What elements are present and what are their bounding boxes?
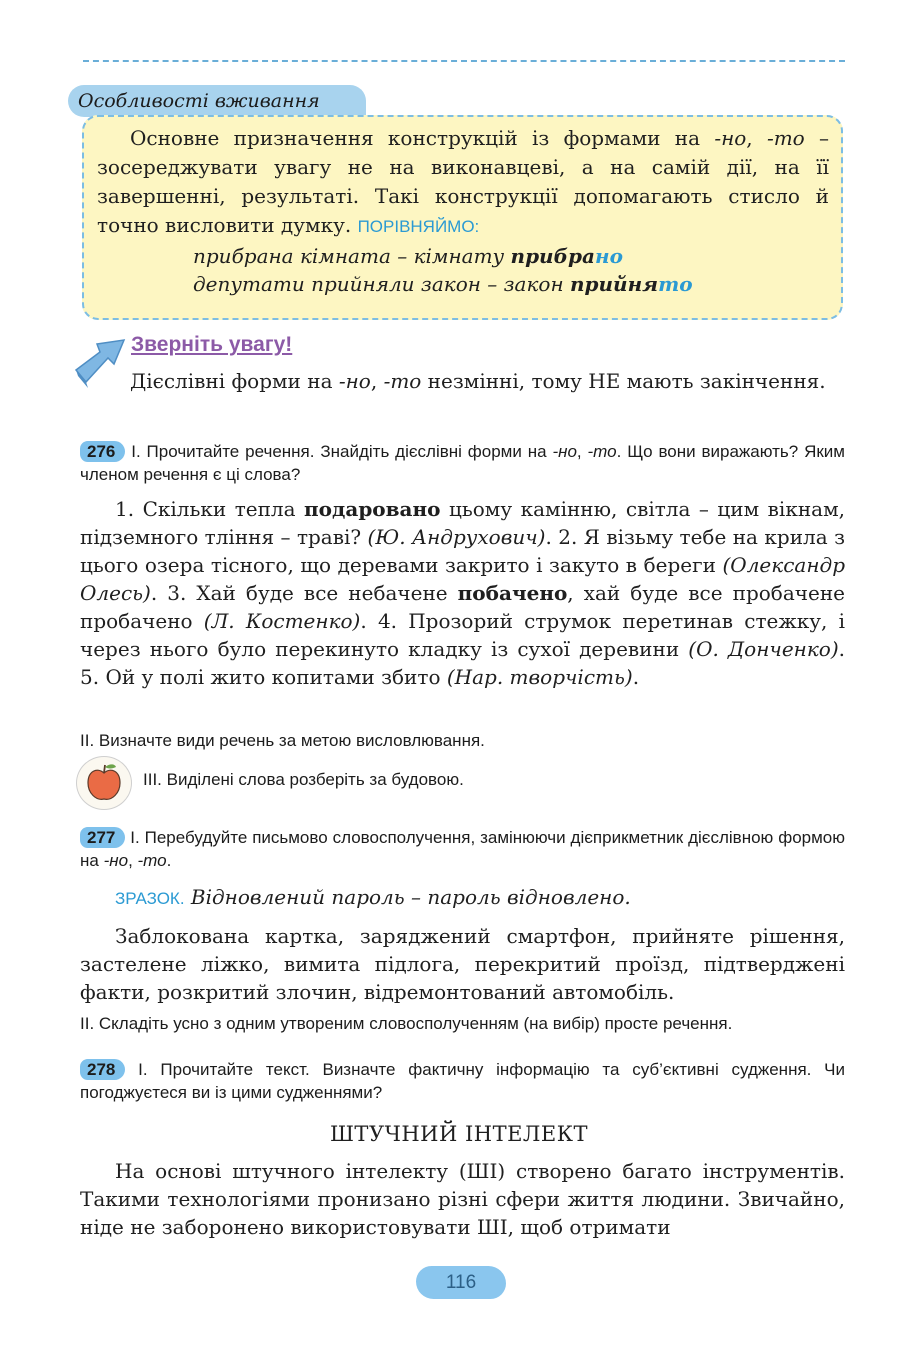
example-2: депутати прийняли закон – закон прийнято: [193, 272, 693, 296]
task-277-sample: ЗРАЗОК. Відновлений пароль – пароль відновлено.: [115, 885, 631, 909]
task-number-277: 277: [80, 827, 125, 848]
task-number-278: 278: [80, 1059, 125, 1080]
task-276-ii: II. Визначте види речень за метою висловлювання.: [80, 731, 485, 750]
apple-icon: [77, 757, 131, 809]
top-dashed-divider: [83, 60, 845, 62]
task-276-iii: III. Виділені слова розберіть за будовою.: [143, 770, 464, 789]
info-text: Основне призначення конструкцій із формами на -но, -то – зосереджувати увагу не на виконавцеві, а на самій дії, на її завершенні, результаті. Такі конструкції допомагають стисло й точно висловити думку. ПОРІВНЯЙМО:: [97, 126, 830, 237]
task-276-instruction: 276 I. Прочитайте речення. Знайдіть дієслівні форми на -но, -то. Що вони виражають? Яким членом речення є ці слова?: [80, 442, 845, 484]
section-tab: Особливості вживання: [68, 85, 366, 117]
attention-text: Дієслівні форми на -но, -то незмінні, тому НЕ мають закінчення.: [130, 369, 826, 393]
example-1: прибрана кімната – кімнату прибрано: [193, 244, 623, 268]
compare-label: ПОРІВНЯЙМО:: [357, 217, 480, 236]
task-277-ii: II. Складіть усно з одним утвореним словосполученням (на вибір) просте речення.: [80, 1014, 733, 1033]
page-number: 116: [416, 1266, 506, 1299]
task-276-sentences: 1. Скільки тепла подаровано цьому камінню, світла – цим вікнам, підземного тління – траві? (Ю. Андрухович). 2. Я візьму тебе на крила з цього озера тісного, що деревами закрито і закуто в береги (Олександр Олесь). 3. Хай буде все небачене побачено, хай буде все пробачене пробачено (Л. Костенко). 4. Прозорий струмок перетинав стежку, і через нього було перекинуто кладку із сухої деревини (О. Донченко). 5. Ой у полі жито копитами збито (Нар. творчість).: [80, 497, 845, 689]
task-number-276: 276: [80, 441, 125, 462]
task-278-instruction: 278 I. Прочитайте текст. Визначте фактичну інформацію та суб’єктивні судження. Чи погоджуєтеся ви із цими судженнями?: [80, 1060, 845, 1102]
task-278-text: На основі штучного інтелекту (ШІ) створено багато інструментів. Такими технологіями пронизано різні сфери життя людини. Звичайно, ніде не заборонено використовувати ШІ, щоб отримати: [80, 1159, 845, 1239]
apple-badge: [76, 756, 132, 810]
text-title: ШТУЧНИЙ ІНТЕЛЕКТ: [329, 1122, 589, 1146]
task-277-instruction: 277 I. Перебудуйте письмово словосполучення, замінюючи дієприкметник дієслівною формою на -но, -то.: [80, 828, 845, 870]
attention-title: Зверніть увагу!: [131, 333, 293, 356]
task-277-phrases: Заблокована картка, заряджений смартфон, прийняте рішення, застелене ліжко, вимита підлога, перекритий проїзд, підтверджені факти, розкритий злочин, відремонтований автомобіль.: [80, 924, 845, 1004]
